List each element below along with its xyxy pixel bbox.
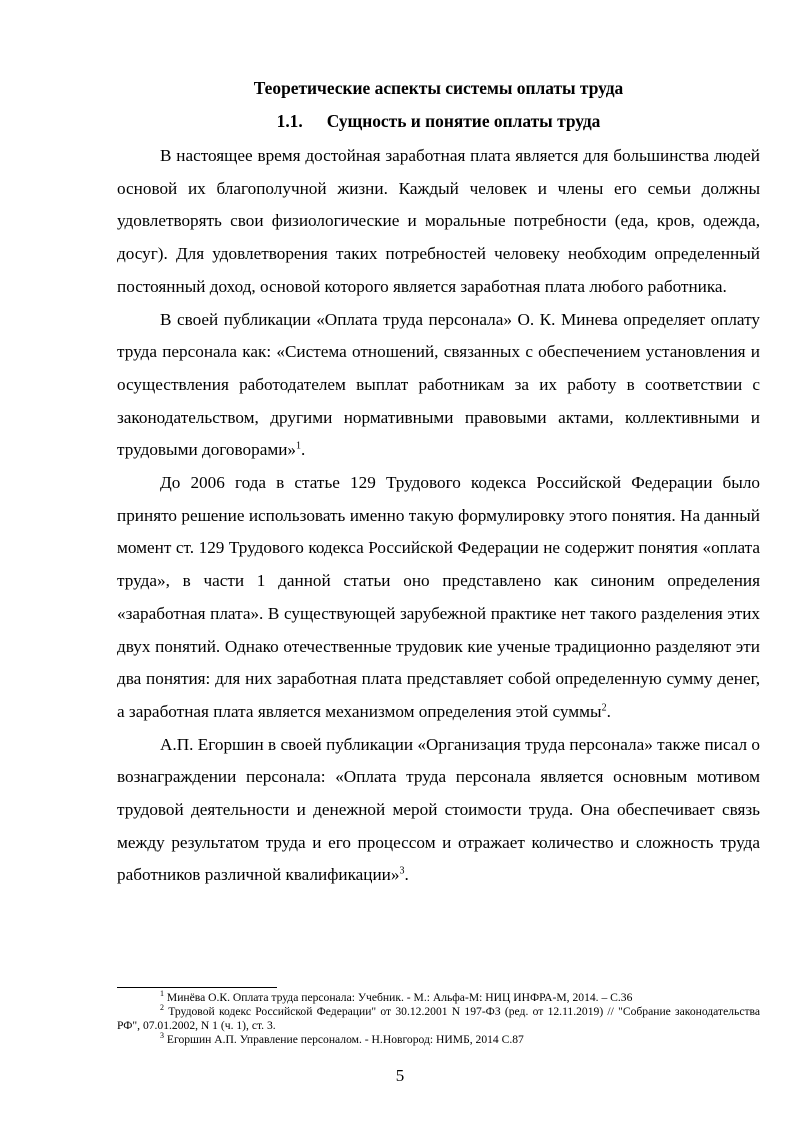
paragraph-tail: . <box>301 440 306 460</box>
paragraph <box>117 467 760 729</box>
paragraph-tail: . <box>606 701 611 721</box>
footnote-marker: 1 <box>160 989 164 999</box>
page-number: 5 <box>395 1066 405 1085</box>
footnote <box>117 1005 760 1033</box>
footnote <box>117 1033 760 1047</box>
footnotes <box>117 991 760 1047</box>
paragraph-text: А.П. Егоршин в своей публикации «Организация труда персонала» также писал о вознаграждении персонала: «Оплата труда персонала является основным мотивом трудовой деятельности и денежной мерой стоимости труда. Она обеспечивает связь между результатом труда и его процессом и отражает количество и сложность труда работников различной квалификации» <box>117 734 760 885</box>
footnote-marker: 2 <box>160 1003 164 1013</box>
footnote-text: Егоршин А.П. Управление персоналом. - Н.Новгород: НИМБ, 2014 С.87 <box>164 1033 524 1046</box>
paragraph-text: В настоящее время достойная заработная плата является для большинства людей основой их благополучной жизни. Каждый человек и члены его семьи должны удовлетворять свои физиологические и моральные потребности (еда, кров, одежда, досуг). Для удовлетворения таких потребностей человеку необходим определенный постоянный доход, основой которого является заработная плата любого работника. <box>117 146 760 296</box>
body-text <box>117 140 760 892</box>
chapter-title: Теоретические аспекты системы оплаты труда <box>253 78 624 98</box>
footnote-ref[interactable]: 3 <box>399 865 405 877</box>
paragraph-text: До 2006 года в статье 129 Трудового кодекса Российской Федерации было принято решение использовать именно такую формулировку этого понятия. На данный момент ст. 129 Трудового кодекса Российской Федерации не содержит понятия «оплата труда», в части 1 данной статьи оно представлено как синоним определения «заработная плата». В существующей зарубежной практике нет такого разделения этих двух понятий. Однако отечественные трудовик кие ученые традиционно разделяют эти два понятия: для них заработная плата представляет собой определенную сумму денег, а заработная плата является механизмом определения этой суммы <box>117 473 760 721</box>
footnote-text: Трудовой кодекс Российской Федерации" от 30.12.2001 N 197-ФЗ (ред. от 12.11.2019) // "Собрание законодательства РФ", 07.01.2002, N 1 (ч. 1), ст. 3. <box>117 1005 760 1032</box>
paragraph-text: В своей публикации «Оплата труда персонала» О. К. Минева определяет оплату труда персонала как: «Система отношений, связанных с обеспечением установления и осуществления работодателем выплат работникам за их работу в соответствии с законодательством, другими нормативными правовыми актами, коллективными и трудовыми договорами» <box>117 309 760 460</box>
footnote-text: Минёва О.К. Оплата труда персонала: Учебник. - М.: Альфа-М: НИЦ ИНФРА-М, 2014. – С.36 <box>164 991 633 1004</box>
footnote-marker: 3 <box>160 1031 164 1041</box>
footnote-ref[interactable]: 2 <box>601 702 607 714</box>
paragraph-tail: . <box>404 865 409 885</box>
paragraph <box>117 729 760 893</box>
paragraph <box>117 304 760 468</box>
footnote-ref[interactable]: 1 <box>296 440 302 452</box>
section-title: Сущность и понятие оплаты труда <box>326 111 601 131</box>
section-number: 1.1. <box>276 111 303 131</box>
footnote-separator <box>117 987 277 988</box>
section-heading <box>117 111 760 131</box>
footnote <box>117 991 760 1005</box>
paragraph <box>117 140 760 304</box>
